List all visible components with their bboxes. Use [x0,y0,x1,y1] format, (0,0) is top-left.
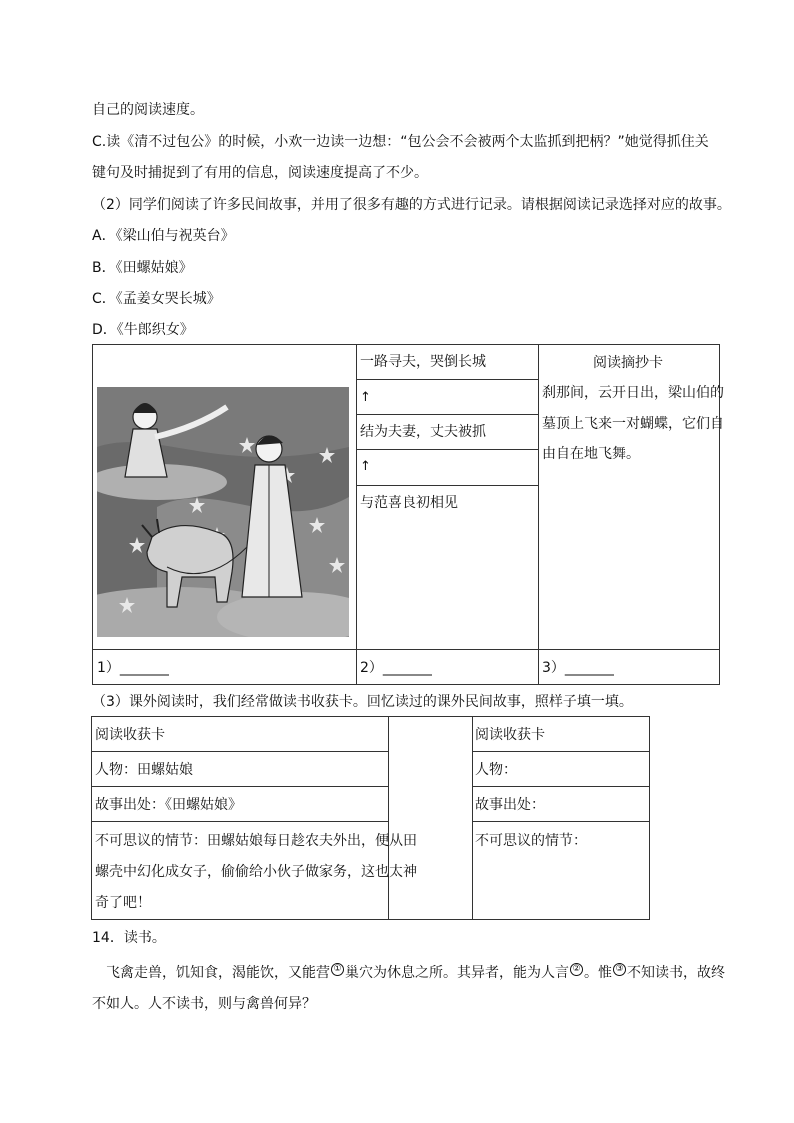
right-card-title: 阅读收获卡 [475,727,545,743]
intro-line-2: C.读《清不过包公》的时候，小欢一边读一边想：“包公会不会被两个太监抓到把柄？”她觉得抓住关 [92,134,709,150]
left-card-plot-1: 不可思议的情节：田螺姑娘每日趁农夫外出，便从田 [95,833,417,849]
right-card-person[interactable]: 人物： [475,762,517,778]
q2-option-c: C．《孟姜女哭长城》 [92,291,221,307]
left-card-plot-2: 螺壳中幻化成女子，偷偷给小伙子做家务，这也太神 [95,864,417,880]
flow-step-1: 一路寻夫，哭倒长城 [360,354,486,370]
q2-option-b: B．《田螺姑娘》 [92,260,193,276]
answer-blank-3[interactable]: 3）_______ [542,660,614,676]
q14-heading: 14．读书。 [92,930,166,946]
excerpt-line-2: 墓顶上飞来一对蝴蝶，它们自 [542,416,724,432]
left-card-title: 阅读收获卡 [95,727,165,743]
cowherd-weaver-illustration [97,387,349,637]
left-card-person: 人物：田螺姑娘 [95,762,193,778]
answer-blank-2[interactable]: 2）_______ [360,660,432,676]
flow-arrow-1: ↑ [360,390,371,405]
q14-text-a: 飞禽走兽，饥知食，渴能饮，又能营 [106,965,330,981]
right-card-source[interactable]: 故事出处： [475,797,545,813]
q14-paragraph-line-1 [106,963,725,983]
flow-step-3: 与范喜良初相见 [360,495,458,511]
q14-text-c: 。惟 [584,965,612,981]
q2-option-d: D．《牛郎织女》 [92,322,194,338]
q2-option-a: A．《梁山伯与祝英台》 [92,228,235,244]
q14-paragraph-line-2: 不如人。人不读书，则与禽兽何异？ [92,996,316,1012]
footnote-marker-1: ① [331,963,344,976]
intro-line-3: 键句及时捕捉到了有用的信息，阅读速度提高了不少。 [92,165,428,181]
q14-text-d: 不知读书，故终 [627,965,725,981]
excerpt-line-1: 刹那间，云开日出，梁山伯的 [542,385,724,401]
q2-record-table [92,344,724,685]
left-card-source: 故事出处：《田螺姑娘》 [95,797,242,813]
q2-prompt: （2）同学们阅读了许多民间故事，并用了很多有趣的方式进行记录。请根据阅读记录选择对应的故事。 [92,197,731,213]
footnote-marker-3: ③ [613,963,626,976]
answer-blank-1[interactable]: 1）_______ [97,660,169,676]
excerpt-card-title: 阅读摘抄卡 [593,355,663,371]
q3-prompt: （3）课外阅读时，我们经常做读书收获卡。回忆读过的课外民间故事，照样子填一填。 [92,694,633,710]
q3-cards-table [91,716,650,920]
excerpt-line-3: 由自在地飞舞。 [542,446,640,462]
flow-arrow-2: ↑ [360,459,371,474]
left-card-plot-3: 奇了吧！ [95,895,151,911]
intro-line-1: 自己的阅读速度。 [92,102,204,118]
flow-step-2: 结为夫妻，丈夫被抓 [360,424,486,440]
q14-text-b: 巢穴为休息之所。其异者，能为人言 [345,965,569,981]
footnote-marker-2: ② [570,963,583,976]
right-card-plot[interactable]: 不可思议的情节： [475,833,587,849]
